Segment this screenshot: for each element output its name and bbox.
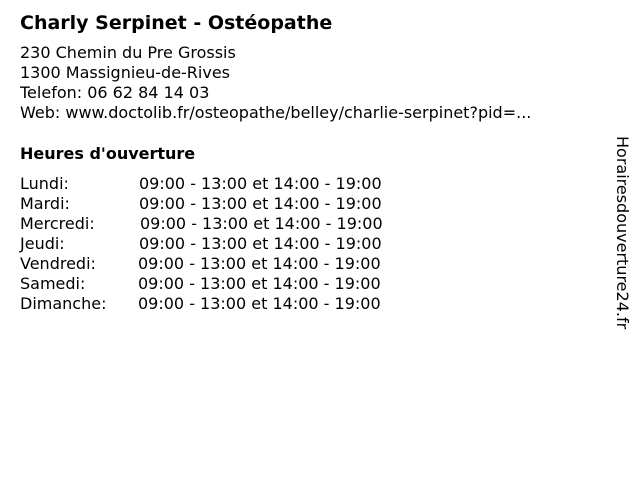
time-range: 09:00 - 13:00 et 14:00 - 19:00: [138, 274, 381, 293]
opening-hours-heading: Heures d'ouverture: [20, 144, 196, 163]
time-range: 09:00 - 13:00 et 14:00 - 19:00: [139, 234, 382, 253]
address-city: 1300 Massignieu-de-Rives: [20, 63, 231, 82]
phone-number: Telefon: 06 62 84 14 03: [20, 83, 210, 102]
website-link[interactable]: Web: www.doctolib.fr/osteopathe/belley/charlie-serpinet?pid=...: [20, 103, 532, 122]
day-label: Mardi:: [20, 194, 70, 213]
day-label: Mercredi:: [20, 214, 95, 233]
site-watermark: Horairesdouverture24.fr: [613, 136, 632, 330]
time-range: 09:00 - 13:00 et 14:00 - 19:00: [139, 194, 382, 213]
day-label: Vendredi:: [20, 254, 96, 273]
business-info: [20, 43, 531, 123]
day-label: Jeudi:: [20, 234, 65, 253]
day-label: Samedi:: [20, 274, 86, 293]
time-range: 09:00 - 13:00 et 14:00 - 19:00: [138, 254, 381, 273]
day-label: Dimanche:: [20, 294, 107, 313]
business-name: Charly Serpinet - Ostéopathe: [20, 12, 333, 34]
time-range: 09:00 - 13:00 et 14:00 - 19:00: [139, 174, 382, 193]
time-range: 09:00 - 13:00 et 14:00 - 19:00: [138, 294, 381, 313]
day-label: Lundi:: [20, 174, 69, 193]
address-street: 230 Chemin du Pre Grossis: [20, 43, 236, 62]
time-range: 09:00 - 13:00 et 14:00 - 19:00: [140, 214, 383, 233]
